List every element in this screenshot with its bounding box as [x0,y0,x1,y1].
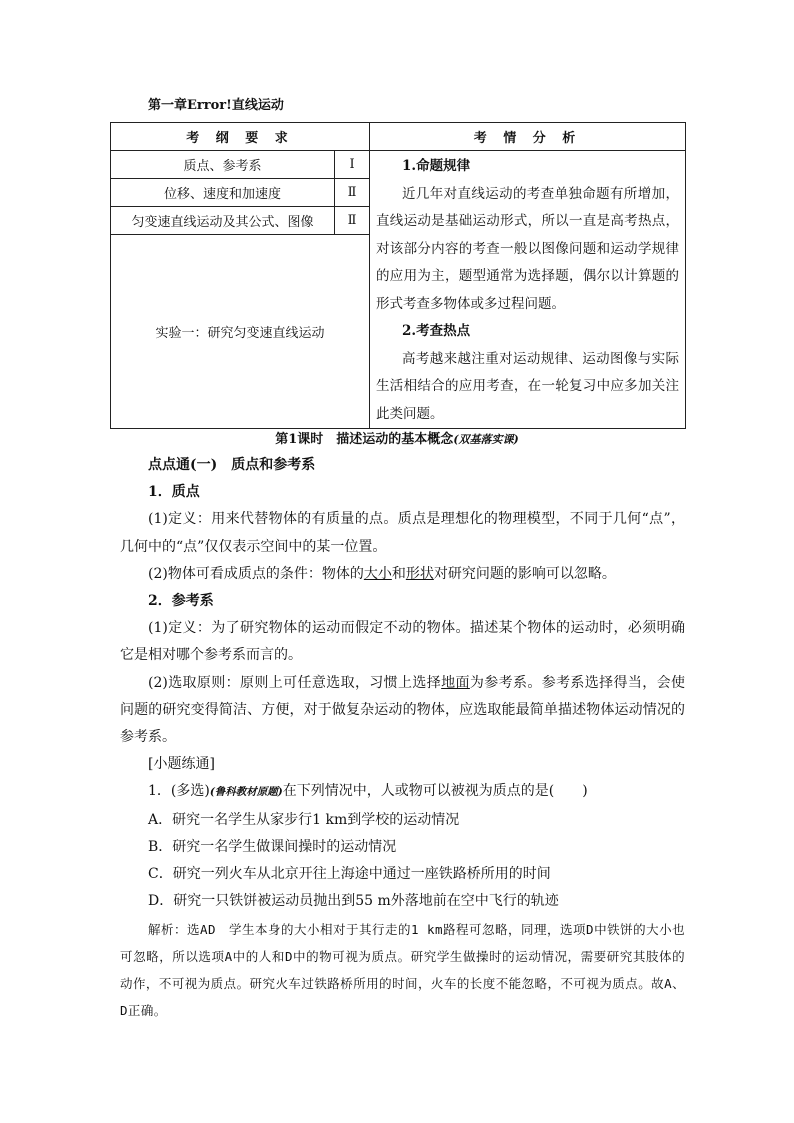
option-b: B．研究一名学生做课间操时的运动情况 [148,838,397,855]
question-stem: 在下列情况中，人或物可以被视为质点的是( ) [282,783,588,800]
analysis-paragraph-2: 高考越来越注重对运动规律、运动图像与实际生活相结合的应用考查，在一轮复习中应多加关注此类问题。 [376,350,680,422]
particle-definition: (1)定义：用来代替物体的有质量的点。质点是理想化的物理模型，不同于几何“点”，几何中的“点”仅仅表示空间中的某一位置。 [120,511,685,555]
underlined-term: 大小 [363,565,392,582]
particle-condition [120,561,685,588]
particle-condition-text: (2)物体可看成质点的条件：物体的 [148,565,364,582]
answer-analysis: 解析：选AD 学生本身的大小相对于其行走的1 km路程可忽略，同理，选项D中铁饼的大小也可忽略，所以选项A中的人和D中的物可视为质点。研究学生做操时的运动情况，需要研究其肢体的动作，不可视为质点。研究火车过铁路桥所用的时间，火车的长度不能忽略，不可视为质点。故A、D正确。 [120,922,685,1019]
reference-definition: (1)定义：为了研究物体的运动而假定不动的物体。描述某个物体的运动时，必须明确它是相对哪个参考系而言的。 [120,620,685,664]
option-c: C．研究一列火车从北京开往上海途中通过一座铁路桥所用的时间 [148,866,551,883]
lesson-title [0,428,794,447]
option-d: D．研究一只铁饼被运动员抛出到55 m外落地前在空中飞行的轨迹 [148,893,559,910]
particle-condition-text: 和 [391,565,406,582]
question-1 [120,778,685,806]
experiment-cell: 实验一：研究匀变速直线运动 [111,234,370,428]
particle-condition-text: 对研究问题的影响可以忽略。 [433,565,616,582]
lesson-title-text: 第1课时 描述运动的基本概念 [275,432,454,447]
subsection-title-reference: 2．参考系 [148,593,214,610]
requirement-topic: 位移、速度和加速度 [111,178,335,206]
section-title: 点点通(一) 质点和参考系 [148,457,316,473]
table-header-row [111,123,686,151]
reference-principle [120,670,685,752]
requirement-level: Ⅱ [335,178,370,206]
question-number: 1．(多选) [148,783,210,800]
subsection-title-particle: 1．质点 [148,484,200,501]
exam-outline-table [110,122,686,429]
analysis-heading-1: 1.命题规律 [402,158,471,174]
requirement-topic: 匀变速直线运动及其公式、图像 [111,206,335,234]
requirement-topic: 质点、参考系 [111,151,335,179]
analysis-paragraph-1: 近几年对直线运动的考查单独命题有所增加，直线运动是基础运动形式，所以一直是高考热点，对该部分内容的考查一般以图像问题和运动学规律的应用为主，题型通常为选择题，偶尔以计算题的形式考查多物体或多过程问题。 [376,185,680,312]
table-row [111,151,686,179]
underlined-term: 地面 [441,674,470,691]
requirement-level: Ⅱ [335,206,370,234]
underlined-term: 形状 [405,565,434,582]
reference-principle-text: (2)选取原则：原则上可任意选取，习惯上选择 [148,674,442,691]
reference-principle-text: 为参考系。参考系选择得当，会使问题的研究变得简洁、方便，对于做复杂运动的物体，应选取能最简单描述物体运动情况的参考系。 [120,674,685,746]
chapter-title: 第一章Error!直线运动 [148,98,284,113]
exam-analysis-cell [370,151,686,429]
requirement-level: Ⅰ [335,151,370,179]
header-exam-analysis: 考 情 分 析 [370,123,686,151]
practice-title: [小题练通] [148,756,215,773]
question-source: (鲁科教材原题) [209,786,283,799]
option-a: A．研究一名学生从家步行1 km到学校的运动情况 [148,811,460,828]
lesson-content [120,452,685,1024]
header-exam-requirements: 考 纲 要 求 [111,123,370,151]
lesson-type-tag: (双基落实课) [453,433,519,446]
analysis-heading-2: 2.考查热点 [402,323,471,339]
